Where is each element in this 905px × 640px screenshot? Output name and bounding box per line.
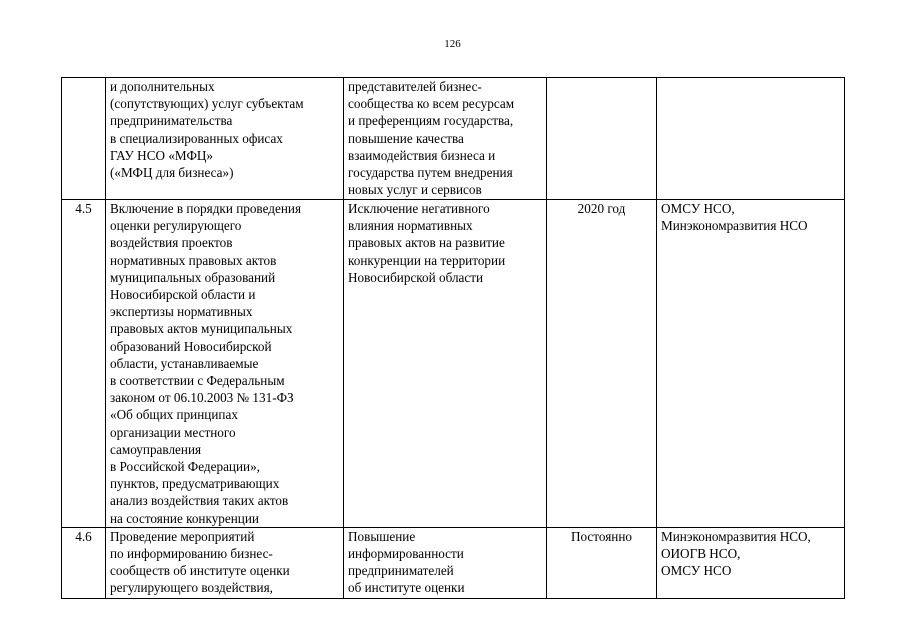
action-cell [106, 78, 344, 200]
cell-line: и преференциям государства, [348, 113, 514, 129]
cell-line: предпринимательства [110, 113, 233, 129]
cell-line: правовых актов муниципальных [110, 321, 293, 337]
row-number-cell: 4.6 [62, 527, 106, 598]
cell-line: сообществ об институте оценки [110, 563, 290, 579]
table-row [62, 78, 845, 200]
cell-line: представителей бизнес- [348, 79, 482, 94]
cell-line: конкуренции на территории [348, 252, 506, 268]
cell-line: экспертизы нормативных [110, 304, 253, 320]
page-number: 126 [444, 38, 461, 50]
cell-line: самоуправления [110, 441, 202, 457]
cell-line: Включение в порядки проведения [110, 201, 302, 216]
cell-line: пунктов, предусматривающих [110, 476, 280, 492]
cell-line: Минэкономразвития НСО [661, 218, 808, 234]
cell-line: предпринимателей [348, 563, 454, 579]
row-number-cell [62, 78, 106, 200]
cell-line: Новосибирской области и [110, 287, 256, 303]
responsible-cell [657, 78, 845, 200]
cell-line: об институте оценки [348, 580, 465, 596]
cell-line: взаимодействия бизнеса и [348, 147, 496, 163]
cell-line: в специализированных офисах [110, 130, 283, 146]
date-cell: 2020 год [547, 200, 657, 528]
cell-line: Минэкономразвития НСО, [661, 528, 811, 544]
cell-line: образований Новосибирской [110, 338, 272, 354]
cell-line: информированности [348, 546, 464, 562]
table-body [62, 78, 845, 599]
cell-line: («МФЦ для бизнеса») [110, 165, 234, 181]
cell-line: и дополнительных [110, 79, 215, 94]
result-cell [344, 527, 547, 598]
cell-line: нормативных правовых актов [110, 252, 277, 268]
result-cell [344, 200, 547, 528]
cell-line: новых услуг и сервисов [348, 182, 482, 198]
cell-line: ОИОГВ НСО, [661, 546, 741, 562]
cell-line: оценки регулирующего [110, 218, 242, 234]
action-cell [106, 200, 344, 528]
cell-line: (сопутствующих) услуг субъектам [110, 96, 304, 112]
cell-line: законом от 06.10.2003 № 131-ФЗ [110, 390, 294, 406]
cell-line: правовых актов на развитие [348, 235, 505, 251]
table-row [62, 527, 845, 598]
cell-line: Повышение [348, 528, 416, 544]
cell-line: Проведение мероприятий [110, 528, 255, 544]
date-cell [547, 78, 657, 200]
cell-line: «Об общих принципах [110, 407, 238, 423]
cell-line: ОМСУ НСО [661, 563, 732, 579]
responsible-cell [657, 527, 845, 598]
cell-line: повышение качества [348, 130, 464, 146]
row-number-cell: 4.5 [62, 200, 106, 528]
cell-line: области, устанавливаемые [110, 355, 259, 371]
cell-line: в соответствии с Федеральным [110, 373, 285, 389]
cell-line: в Российской Федерации», [110, 459, 260, 475]
action-cell [106, 527, 344, 598]
cell-line: ОМСУ НСО, [661, 201, 735, 216]
measures-table [61, 77, 845, 599]
cell-line: на состояние конкуренции [110, 510, 259, 526]
table-row [62, 200, 845, 528]
result-cell [344, 78, 547, 200]
cell-line: сообщества ко всем ресурсам [348, 96, 515, 112]
cell-line: муниципальных образований [110, 269, 276, 285]
cell-line: Новосибирской области [348, 269, 484, 285]
cell-line: анализ воздействия таких актов [110, 493, 289, 509]
date-cell: Постоянно [547, 527, 657, 598]
responsible-cell [657, 200, 845, 528]
cell-line: Исключение негативного [348, 201, 490, 216]
cell-line: по информированию бизнес- [110, 546, 273, 562]
cell-line: государства путем внедрения [348, 165, 513, 181]
cell-line: ГАУ НСО «МФЦ» [110, 147, 214, 163]
cell-line: регулирующего воздействия, [110, 580, 273, 596]
cell-line: организации местного [110, 424, 236, 440]
cell-line: воздействия проектов [110, 235, 233, 251]
cell-line: влияния нормативных [348, 218, 473, 234]
